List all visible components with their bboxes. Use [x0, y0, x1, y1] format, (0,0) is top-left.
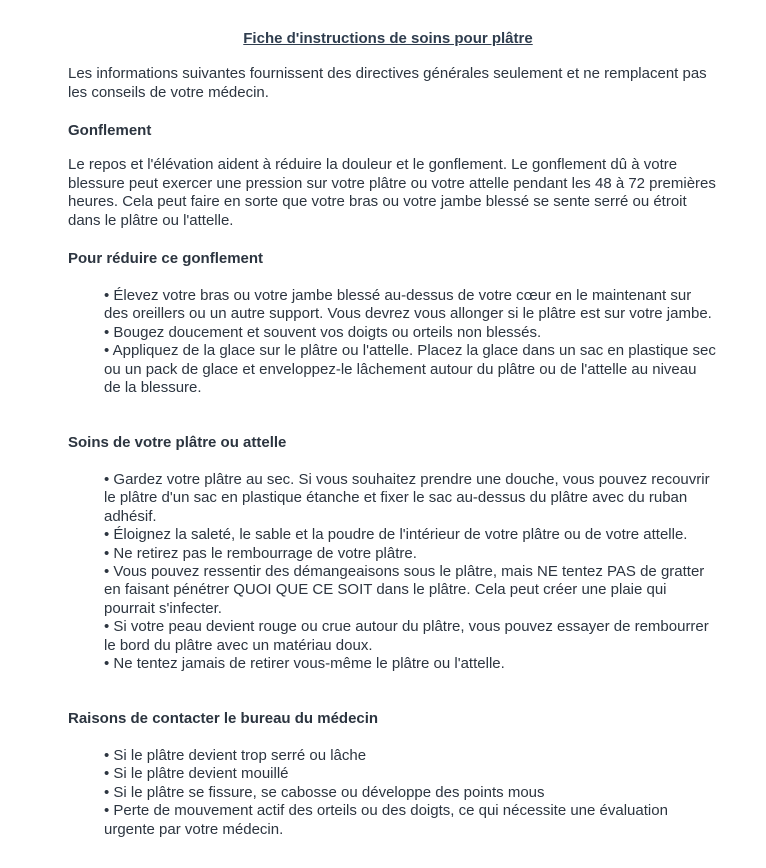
cast-care-list: [104, 471, 716, 673]
list-item: • Si le plâtre devient trop serré ou lâche: [104, 747, 367, 764]
heading-swelling: Gonflement: [68, 122, 152, 139]
list-item: • Élevez votre bras ou votre jambe blessé au-dessus de votre cœur en le maintenant sur des oreillers ou un autre support. Vous devrez vous allonger si le plâtre est sur votre jambe.: [104, 287, 712, 323]
list-item: • Gardez votre plâtre au sec. Si vous souhaitez prendre une douche, vous pouvez recouvrir le plâtre d'un sac en plastique étanche et fixer le sac au-dessus du plâtre avec du ruban adhésif.: [104, 471, 710, 525]
list-item: • Si le plâtre devient mouillé: [104, 765, 289, 783]
heading-reduce-swelling: Pour réduire ce gonflement: [68, 250, 264, 267]
list-item: • Si votre peau devient rouge ou crue autour du plâtre, vous pouvez essayer de rembourrer le bord du plâtre avec un matériau doux.: [104, 618, 709, 654]
list-item: • Appliquez de la glace sur le plâtre ou l'attelle. Placez la glace dans un sac en plastique sec ou un pack de glace et enveloppez-le lâchement autour du plâtre ou de l'attelle au niveau de la blessure.: [104, 342, 716, 397]
document-title: Fiche d'instructions de soins pour plâtre: [243, 30, 533, 47]
list-item: • Perte de mouvement actif des orteils ou des doigts, ce qui nécessite une évaluation urgente par votre médecin.: [104, 802, 668, 838]
intro-paragraph: Les informations suivantes fournissent des directives générales seulement et ne remplacent pas les conseils de votre médecin.: [68, 65, 707, 101]
heading-contact-doctor: Raisons de contacter le bureau du médecin: [68, 710, 379, 727]
contact-doctor-list: [104, 747, 716, 839]
swelling-paragraph: Le repos et l'élévation aident à réduire la douleur et le gonflement. Le gonflement dû à votre blessure peut exercer une pression sur votre plâtre ou votre attelle pendant les 48 à 72 premières heures. Cela peut faire en sorte que votre bras ou votre jambe blessé se sente serré ou étroit dans le plâtre ou l'attelle.: [68, 156, 716, 229]
list-item: • Éloignez la saleté, le sable et la poudre de l'intérieur de votre plâtre ou de votre attelle.: [104, 526, 688, 544]
list-item: • Bougez doucement et souvent vos doigts ou orteils non blessés.: [104, 323, 542, 341]
list-item: • Ne retirez pas le rembourrage de votre plâtre.: [104, 544, 417, 562]
reduce-swelling-list: [104, 287, 716, 397]
list-item: • Vous pouvez ressentir des démangeaisons sous le plâtre, mais NE tentez PAS de gratter en faisant pénétrer QUOI QUE CE SOIT dans le plâtre. Cela peut créer une plaie qui pourrait s'infecter.: [104, 563, 705, 617]
list-item: • Si le plâtre se fissure, se cabosse ou développe des points mous: [104, 783, 545, 801]
heading-cast-care: Soins de votre plâtre ou attelle: [68, 434, 287, 451]
list-item: • Ne tentez jamais de retirer vous-même le plâtre ou l'attelle.: [104, 655, 505, 673]
